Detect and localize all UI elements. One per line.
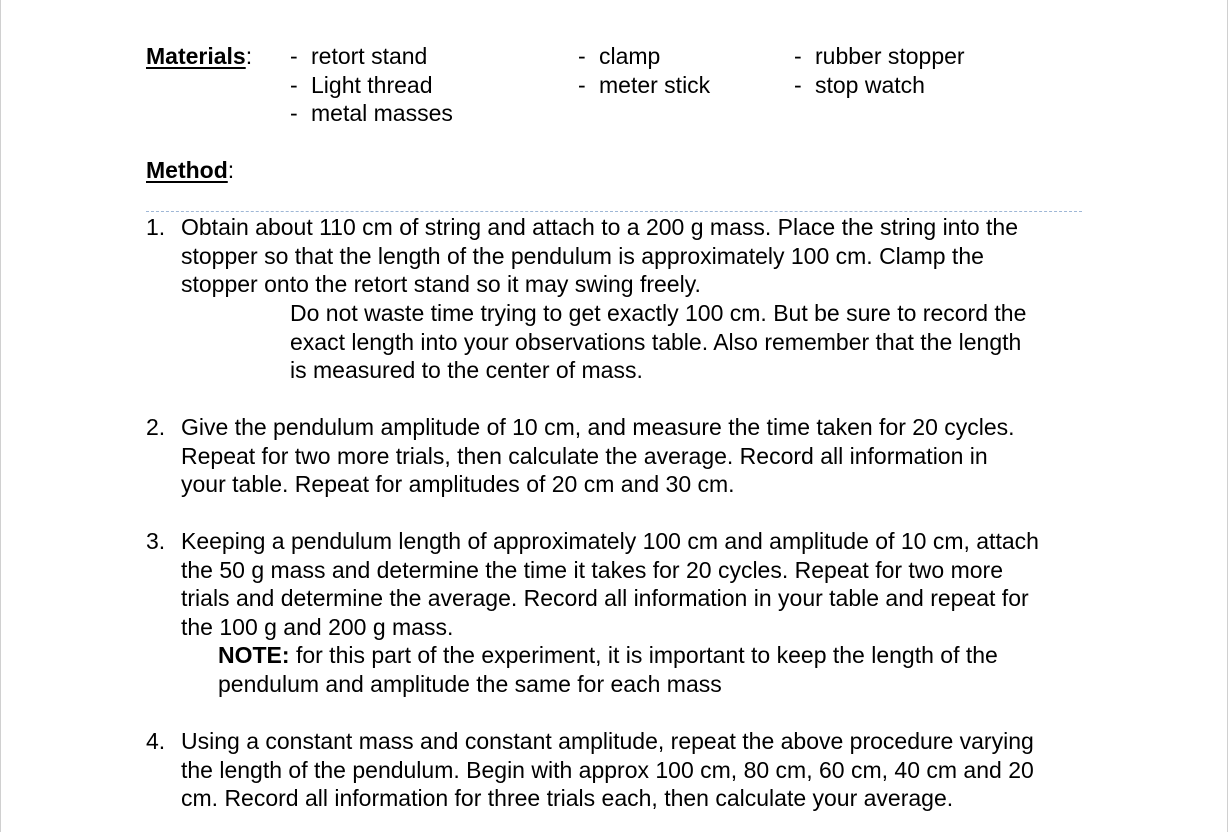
step-line: stopper so that the length of the pendulum is approximately 100 cm. Clamp the	[181, 242, 984, 269]
step-number: 2.	[146, 414, 166, 440]
step-note	[218, 641, 998, 698]
step-number: 4.	[146, 728, 166, 754]
step-line: the 100 g and 200 g mass.	[181, 613, 454, 640]
material-item: - rubber stopper	[815, 42, 965, 71]
step-text	[181, 413, 1015, 499]
step-line: Do not waste time trying to get exactly 100 cm. But be sure to record the	[290, 300, 1027, 326]
material-item: - Light thread	[311, 71, 432, 100]
step-line: is measured to the center of mass.	[290, 357, 643, 384]
materials-heading	[146, 42, 252, 71]
step-line: the length of the pendulum. Begin with approx 100 cm, 80 cm, 60 cm, 40 cm and 20	[181, 756, 1034, 783]
method-heading	[146, 156, 234, 185]
step-line: cm. Record all information for three trials each, then calculate your average.	[181, 785, 954, 812]
step-line: your table. Repeat for amplitudes of 20 cm and 30 cm.	[181, 471, 735, 498]
material-item: - stop watch	[815, 71, 925, 100]
step-line: trials and determine the average. Record all information in your table and repeat for	[181, 585, 1029, 612]
step-number: 3.	[146, 528, 166, 554]
material-item: - meter stick	[599, 71, 710, 100]
step-line: Give the pendulum amplitude of 10 cm, and measure the time taken for 20 cycles.	[181, 414, 1015, 440]
step-text	[181, 527, 1039, 641]
note-label: NOTE:	[218, 642, 290, 668]
step-line: Obtain about 110 cm of string and attach to a 200 g mass. Place the string into the	[181, 214, 1019, 240]
step-indented-note	[290, 299, 1026, 385]
step-text	[181, 727, 1034, 813]
method-colon: :	[227, 157, 235, 183]
note-text: pendulum and amplitude the same for each mass	[218, 670, 722, 697]
materials-label: Materials	[146, 43, 246, 69]
material-item: - metal masses	[311, 99, 453, 128]
step-line: Using a constant mass and constant amplitude, repeat the above procedure varying	[181, 728, 1034, 754]
step-line: Repeat for two more trials, then calculate the average. Record all information in	[181, 442, 988, 469]
step-line: the 50 g mass and determine the time it takes for 20 cycles. Repeat for two more	[181, 556, 1004, 583]
material-item: - retort stand	[311, 42, 427, 71]
material-item: - clamp	[599, 42, 660, 71]
step-line: exact length into your observations table. Also remember that the length	[290, 328, 1022, 355]
section-divider	[146, 211, 1082, 212]
step-text	[181, 213, 1018, 299]
step-line: stopper onto the retort stand so it may swing freely.	[181, 271, 701, 298]
step-line: Keeping a pendulum length of approximately 100 cm and amplitude of 10 cm, attach	[181, 528, 1039, 554]
step-number: 1.	[146, 214, 166, 240]
note-text: for this part of the experiment, it is important to keep the length of the	[289, 642, 998, 668]
materials-colon: :	[245, 43, 253, 69]
method-label: Method	[146, 157, 228, 183]
